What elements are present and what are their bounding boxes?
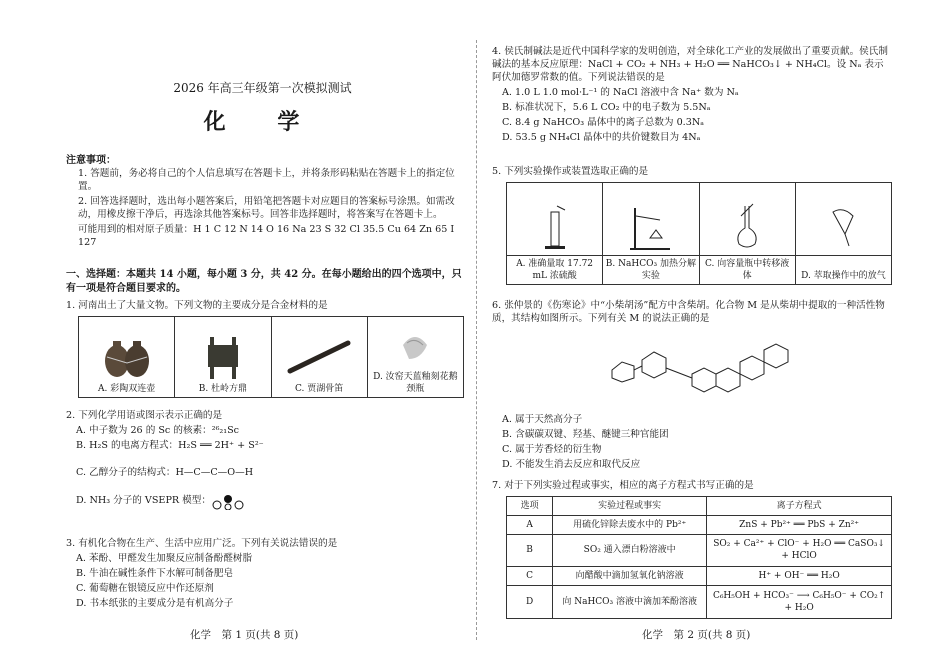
table-cell: B [507, 535, 553, 566]
table-row [507, 516, 892, 535]
option-d: D. 书本纸张的主要成分是有机高分子 [76, 597, 234, 609]
table-cell: 用硫化锌除去废水中的 Pb²⁺ [553, 516, 707, 535]
option-d: D. NH₃ 分子的 VSEPR 模型： [76, 495, 211, 507]
heating-apparatus-image [605, 201, 696, 253]
bronze-ding-image [177, 331, 268, 383]
table-row [507, 566, 892, 585]
option-label: A. 彩陶双连壶 [98, 384, 156, 395]
question-1-stem: 1. 河南出土了大量文物。下列文物的主要成分是合金材料的是 [66, 300, 328, 311]
option-label: B. 杜岭方鼎 [198, 384, 248, 395]
porcelain-vase-image [370, 319, 461, 371]
table-row [507, 535, 892, 566]
page-divider [476, 40, 477, 640]
table-cell: C₆H₅OH + HCO₃⁻ ⟶ C₆H₅O⁻ + CO₂↑ + H₂O [707, 585, 892, 618]
question-3 [66, 538, 466, 613]
table-cell: SO₂ + Ca²⁺ + ClO⁻ + H₂O ══ CaSO₃↓ + HClO [707, 535, 892, 566]
option-d: D. 不能发生消去反应和取代反应 [502, 458, 641, 470]
question-4-stem: 4. 侯氏制碱法是近代中国科学家的发明创造，对全球化工产业的发展做出了重要贡献。侯氏制碱法的基本反应原理：NaCl + CO₂ + NH₃ + H₂O ══ NaHCO₃↓ + NH₄Cl。设 Nₐ 表示阿伏加德罗常数的值。下列说法错误的是 [492, 46, 888, 83]
option-c: C. 8.4 g NaHCO₃ 晶体中的离子总数为 0.3Nₐ [502, 116, 704, 128]
atomic-mass-line: 可能用到的相对原子质量：H 1 C 12 N 14 O 16 Na 23 S 32 Cl 35.5 Cu 64 Zn 65 I 127 [78, 223, 455, 248]
option-b: B. 含碳碳双键、羟基、醚键三种官能团 [502, 428, 669, 440]
option-a: A. 属于天然高分子 [502, 414, 583, 425]
option-label: D. 汝窑天蓝釉刻花鹅颈瓶 [373, 372, 458, 395]
notice-item: 1. 答题前，务必将自己的个人信息填写在答题卡上，并将条形码粘贴在答题卡上的指定位置。 [78, 168, 455, 192]
question-6-options [492, 412, 892, 474]
question-1-options-table [78, 316, 464, 398]
table-cell: 向醋酸中滴加氢氧化钠溶液 [553, 566, 707, 585]
vsepr-model-icon [211, 494, 245, 510]
option-c: C. 属于芳香烃的衍生物 [502, 443, 602, 455]
option-c: C. 葡萄糖在银镜反应中作还原剂 [76, 582, 214, 594]
table-header: 选项 [507, 497, 553, 516]
option-d: D. 53.5 g NH₄Cl 晶体中的共价键数目为 4Nₐ [502, 131, 701, 143]
section-heading: 一、选择题：本题共 14 小题，每小题 3 分，共 42 分。在每小题给出的四个选项中，只有一项是符合题目要求的。 [66, 269, 462, 294]
option-b: B. 牛油在碱性条件下水解可制备肥皂 [76, 567, 234, 579]
notice-list [66, 168, 461, 252]
table-cell: A [507, 516, 553, 535]
table-header: 离子方程式 [707, 497, 892, 516]
table-cell: SO₂ 通入漂白粉溶液中 [553, 535, 707, 566]
question-5-stem: 5. 下列实验操作或装置选取正确的是 [492, 166, 649, 177]
option-b: B. 标准状况下，5.6 L CO₂ 中的电子数为 5.5Nₐ [502, 101, 711, 113]
option-label: C. 贾湖骨笛 [294, 384, 344, 395]
subject-title: 化 学 [203, 109, 322, 135]
option-label: C. 向容量瓶中转移液体 [699, 256, 795, 285]
option-a: A. 1.0 L 1.0 mol·L⁻¹ 的 NaCl 溶液中含 Na⁺ 数为 Nₐ [502, 86, 739, 98]
option-label: A. 准确量取 17.72 mL 浓硫酸 [507, 256, 603, 285]
question-6-stem: 6. 张仲景的《伤寒论》中“小柴胡汤”配方中含柴胡。化合物 M 是从柴胡中提取的一种活性物质，其结构如图所示。下列有关 M 的说法正确的是 [492, 300, 885, 324]
exam-title: 2026 年高三年级第一次模拟测试 [173, 81, 352, 95]
table-header: 实验过程或事实 [553, 497, 707, 516]
page-2 [492, 0, 892, 672]
page-1 [60, 0, 465, 672]
graduated-cylinder-image [509, 201, 600, 253]
table-row [507, 585, 892, 618]
notice-heading: 注意事项： [66, 155, 116, 166]
page-footer: 化学 第 1 页(共 8 页) [190, 629, 299, 641]
option-label: B. NaHCO₃ 加热分解实验 [603, 256, 699, 285]
table-cell: 向 NaHCO₃ 溶液中滴加苯酚溶液 [553, 585, 707, 618]
bone-flute-image [274, 331, 365, 383]
page-footer: 化学 第 2 页(共 8 页) [642, 629, 751, 641]
notice-item: 2. 回答选择题时，选出每小题答案后，用铅笔把答题卡对应题目的答案标号涂黑。如需改动，用橡皮擦干净后，再选涂其他答案标号。回答非选择题时，将答案写在答题卡上。 [78, 195, 455, 220]
question-5-options-table [506, 182, 892, 285]
question-7-table [506, 496, 892, 619]
table-cell: H⁺ + OH⁻ ══ H₂O [707, 566, 892, 585]
question-2 [66, 410, 466, 512]
question-7-stem: 7. 对于下列实验过程或事实，相应的离子方程式书写正确的是 [492, 480, 754, 491]
option-label: D. 萃取操作中的放气 [795, 256, 891, 285]
question-3-stem: 3. 有机化合物在生产、生活中应用广泛。下列有关说法错误的是 [66, 538, 338, 549]
option-a: A. 苯酚、甲醛发生加聚反应制备酚醛树脂 [76, 552, 253, 564]
option-c: C. 乙醇分子的结构式：H—C—C—O—H [76, 466, 254, 478]
option-a: A. 中子数为 26 的 Sc 的核素：²⁶₂₁Sc [76, 424, 240, 436]
table-cell: D [507, 585, 553, 618]
table-cell: ZnS + Pb²⁺ ══ PbS + Zn²⁺ [707, 516, 892, 535]
molecule-structure-diagram [602, 330, 802, 415]
option-b: B. H₂S 的电离方程式：H₂S ══ 2H⁺ + S²⁻ [76, 439, 264, 451]
volumetric-flask-image [702, 201, 793, 253]
separatory-funnel-image [798, 201, 889, 253]
question-4 [492, 46, 892, 147]
question-2-stem: 2. 下列化学用语或图示表示正确的是 [66, 410, 223, 421]
table-cell: C [507, 566, 553, 585]
double-pot-image [81, 331, 172, 383]
